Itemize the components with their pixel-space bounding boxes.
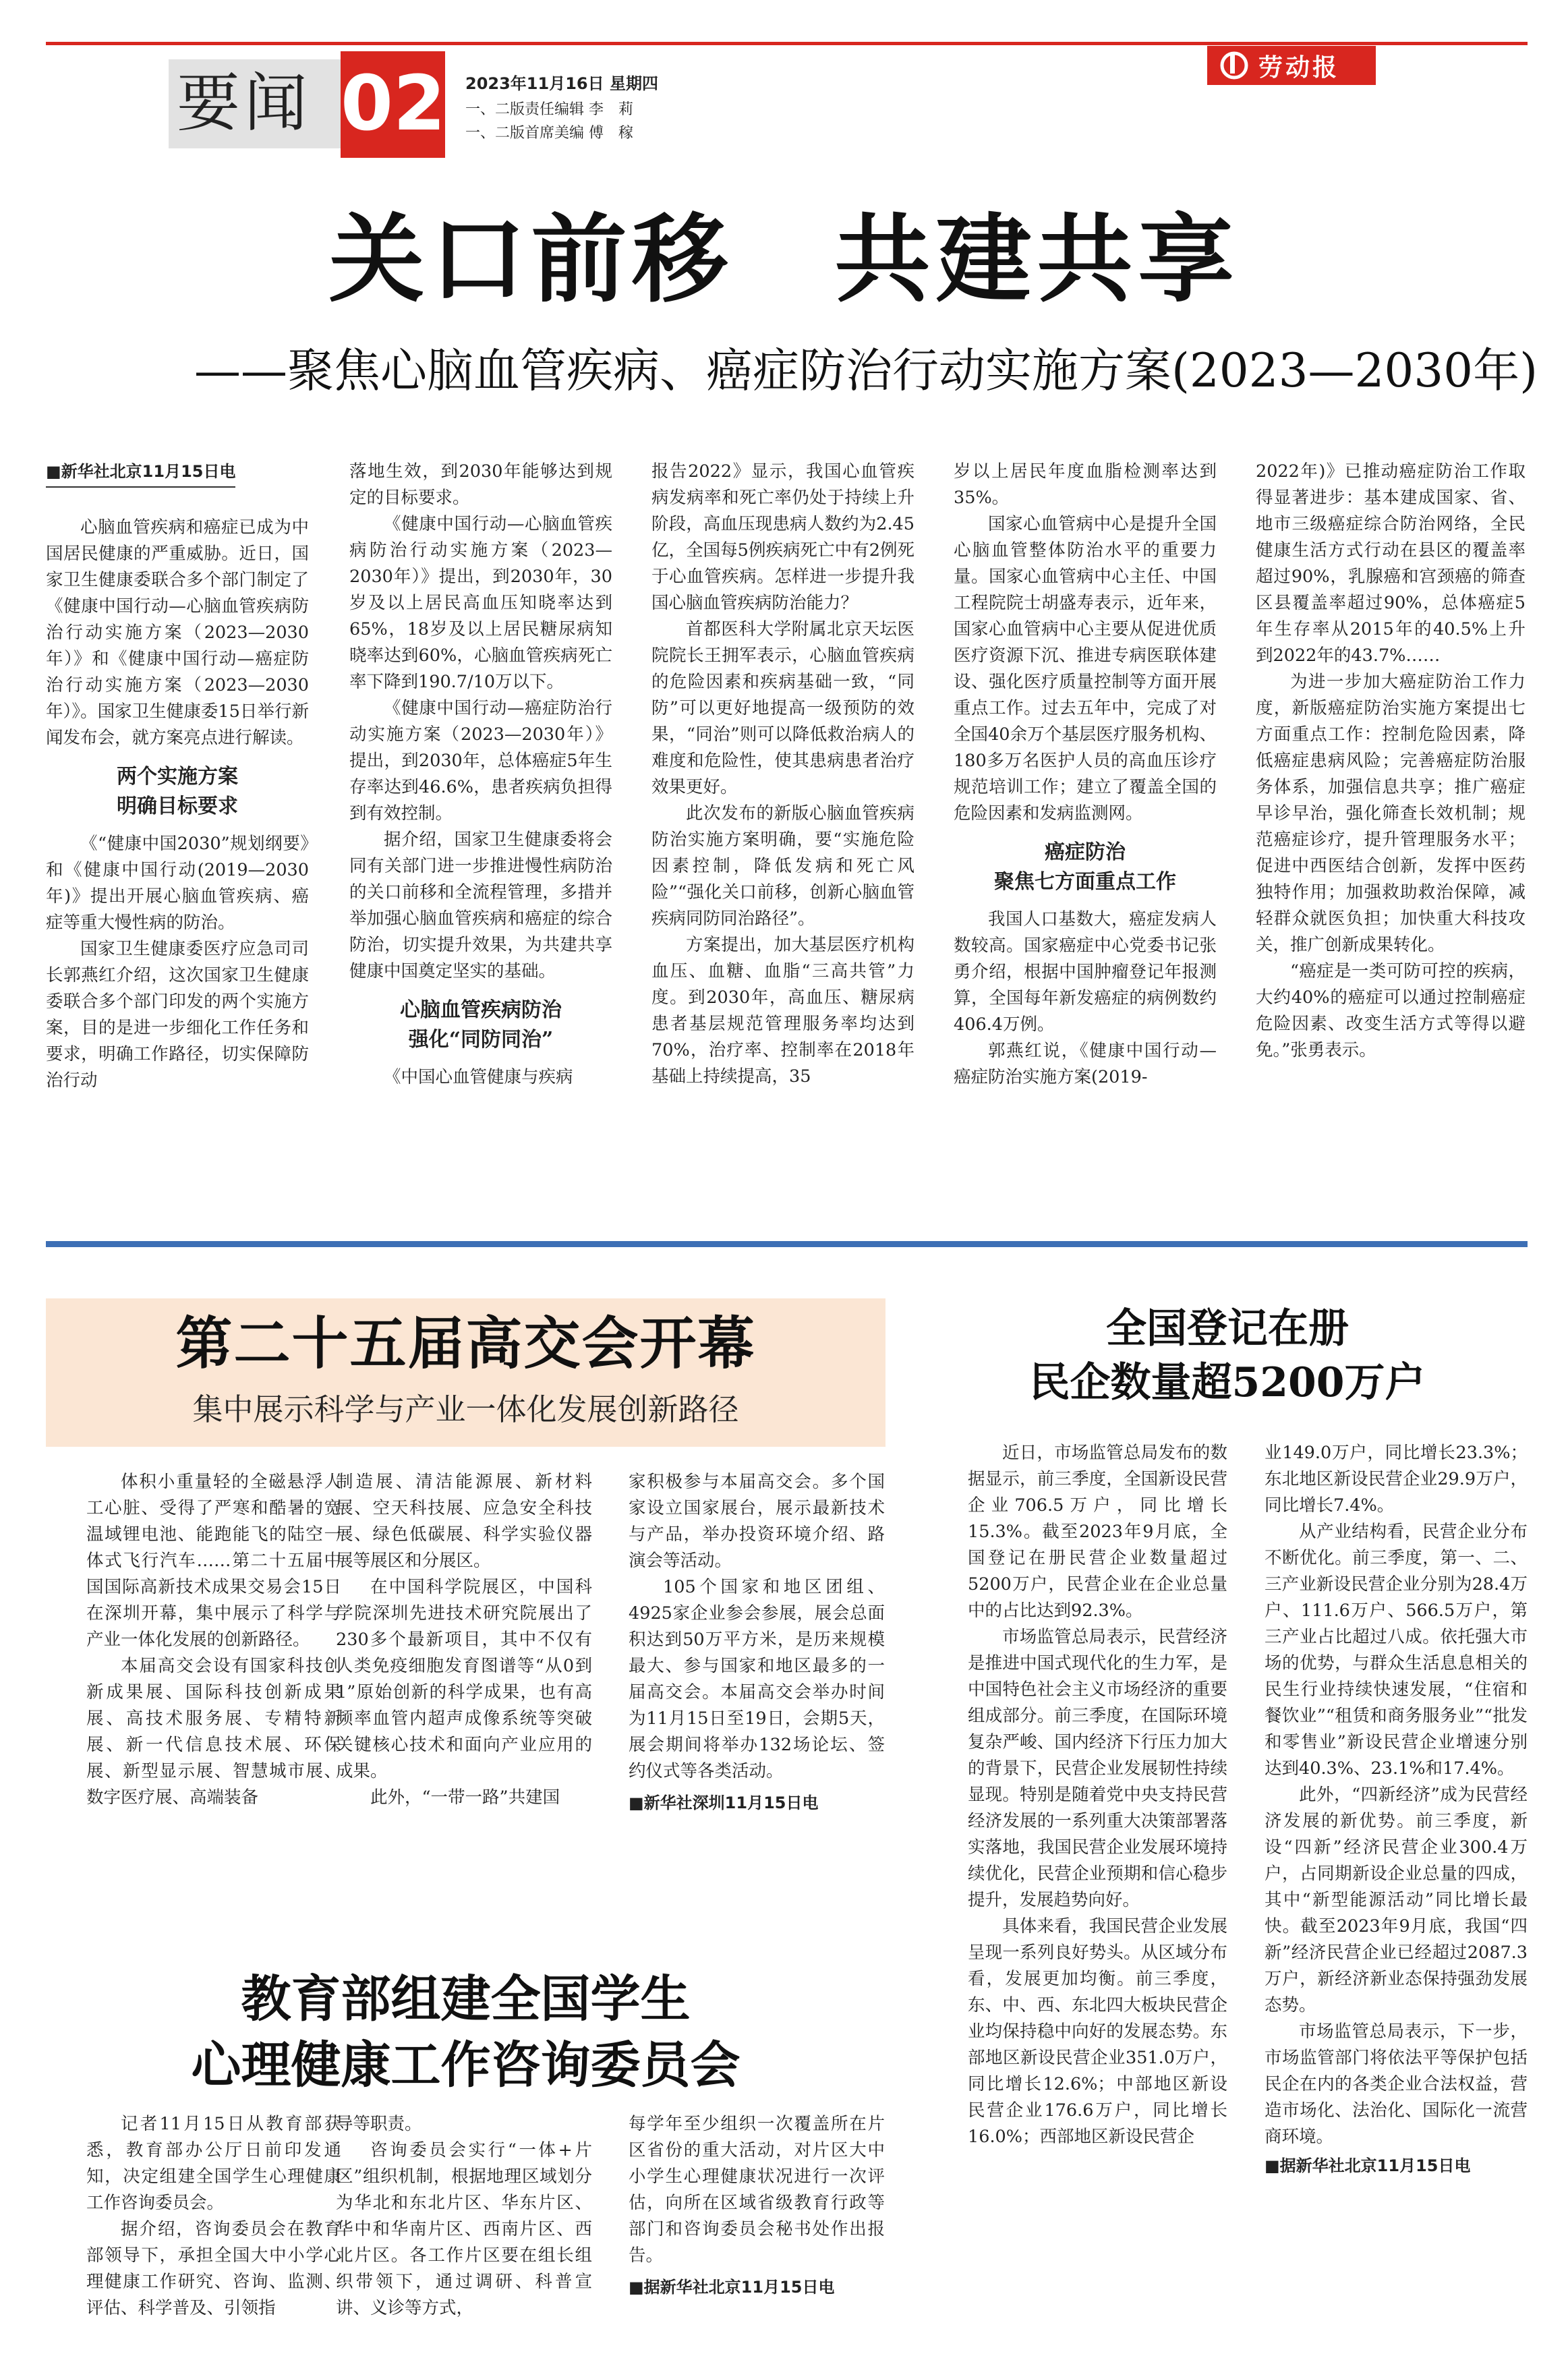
expo-paragraph: 105个国家和地区团组、4925家企业参会参展，展会总面积达到50万平方米，是历来规模最大、参与国家和地区最多的一届高交会。本届高交会举办时间为11月15日至19日，会期5天，展会期间将举办132场论坛、签约仪式等各类活动。: [629, 1577, 885, 1781]
edu-paragraph: 每学年至少组织一次覆盖所在片区省份的重大活动，对片区大中小学生心理健康状况进行一次评估，向所在区域省级教育行政等部门和咨询委员会秘书处作出报告。: [629, 2114, 885, 2266]
lead-subhead-2: 心脑血管疾病防治 强化“同防同治”: [400, 998, 562, 1052]
section-divider: [46, 1241, 1528, 1247]
expo-paragraph: 此外，“一带一路”共建国: [370, 1787, 560, 1808]
firms-column-1: [968, 1440, 1227, 2150]
expo-paragraph: 体积小重量轻的全磁悬浮人工心脏、受得了严寒和酷暑的宽温域锂电池、能跑能飞的陆空一体式飞行汽车……第二十五届中国国际高新技术成果交易会15日在深圳开幕，集中展示了科学与产业一体化发展的创新路径。: [86, 1472, 341, 1650]
edu-paragraph: 导等职责。: [336, 2114, 422, 2134]
firms-paragraph: 近日，市场监管总局发布的数据显示，前三季度，全国新设民营企业706.5万户，同比增长15.3%。截至2023年9月底，全国登记在册民营企业数量超过5200万户，民营企业在企业总量中的占比达到92.3%。: [968, 1443, 1227, 1621]
lead-subheadline: ——聚焦心脑血管疾病、癌症防治行动实施方案(2023—2030年): [194, 344, 1538, 398]
lead-paragraph: 国家心血管病中心是提升全国心脑血管整体防治水平的重要力量。国家心血管病中心主任、中国工程院院士胡盛寿表示，近年来，国家心血管病中心主要从促进优质医疗资源下沉、推进专病医联体建设、强化医疗质量控制等方面开展重点工作。过去五年中，完成了对全国40余万个基层医疗服务机构、180多万名医护人员的高血压诊疗规范培训工作；建立了覆盖全国的危险因素和发病监测网。: [954, 514, 1217, 824]
lead-paragraph: 此次发布的新版心脑血管疾病防治实施方案明确，要“实施危险因素控制，降低发病和死亡风险”“强化关口前移，创新心脑血管疾病同防同治路径”。: [651, 803, 914, 929]
lead-column-4: [954, 459, 1217, 1091]
masthead-name: 劳动报: [1258, 53, 1340, 82]
firms-paragraph: 此外，“四新经济”成为民营经济发展的新优势。前三季度，新设“四新”经济民营企业300.4万户，占同期新设企业总量的四成，其中“新型能源活动”同比增长最快。截至2023年9月底，我国“四新”经济民营企业已经超过2087.3万户，新经济新业态保持强劲发展态势。: [1265, 1785, 1528, 2015]
edu-headline: 教育部组建全国学生 心理健康工作咨询委员会: [191, 1970, 741, 2094]
expo-column-3: [629, 1469, 885, 1816]
edu-paragraph: 据介绍，咨询委员会在教育部领导下，承担全国大中小学心理健康工作研究、咨询、监测、评估、科学普及、引领指: [86, 2219, 341, 2318]
edu-column-2: [336, 2111, 592, 2322]
lead-paragraph: 郭燕红说，《健康中国行动—癌症防治实施方案(2019-: [954, 1041, 1217, 1087]
lead-paragraph: 《健康中国行动—癌症防治行动实施方案（2023—2030年）》提出，到2030年，总体癌症5年生存率达到46.6%，患者疾病负担得到有效控制。: [349, 698, 612, 824]
lead-paragraph: “癌症是一类可防可控的疾病，大约40%的癌症可以通过控制癌症危险因素、改变生活方式等得以避免。”张勇表示。: [1256, 961, 1526, 1060]
firms-paragraph: 市场监管总局表示，下一步，市场监管部门将依法平等保护包括民企在内的各类企业合法权益，营造市场化、法治化、国际化一流营商环境。: [1265, 2021, 1528, 2147]
page-number: 02: [341, 60, 446, 148]
firms-paragraph: 从产业结构看，民营企业分布不断优化。前三季度，第一、二、三产业新设民营企业分别为28.4万户、111.6万户、566.5万户，第三产业占比超过八成。依托强大市场的优势，与群众生活息息相关的民生行业持续快速发展，“住宿和餐饮业”“租赁和商务服务业”“批发和零售业”新设民营企业增速分别达到40.3%、23.1%和17.4%。: [1265, 1522, 1528, 1779]
expo-dateline: ■新华社深圳11月15日电: [629, 1793, 819, 1812]
expo-paragraph: 在中国科学院展区，中国科学院深圳先进技术研究院展出了230多个最新项目，其中不仅有人类免疫细胞发育图谱等“从0到1”原始创新的科学成果，也有高频率血管内超声成像系统等突破关键核心技术和面向产业应用的成果。: [336, 1577, 592, 1781]
edu-dateline: ■据新华社北京11月15日电: [629, 2278, 835, 2297]
expo-paragraph: 家积极参与本届高交会。多个国家设立国家展台，展示最新技术与产品，举办投资环境介绍、路演会等活动。: [629, 1472, 885, 1571]
lead-paragraph: 国家卫生健康委医疗应急司司长郭燕红介绍，这次国家卫生健康委联合多个部门印发的两个实施方案，目的是进一步细化工作任务和要求，明确工作路径，切实保障防治行动: [46, 939, 309, 1091]
lead-column-2: [349, 459, 612, 1091]
expo-headline: 第二十五届高交会开幕: [175, 1310, 756, 1377]
expo-subheadline: 集中展示科学与产业一体化发展创新路径: [192, 1391, 739, 1427]
firms-paragraph: 市场监管总局表示，民营经济是推进中国式现代化的生力军，是中国特色社会主义市场经济的重要组成部分。前三季度，在国际环境复杂严峻、国内经济下行压力加大的背景下，民营企业发展韧性持续显现。特别是随着党中央支持民营经济发展的一系列重大决策部署落实落地，我国民营企业发展环境持续优化，民营企业预期和信心稳步提升，发展趋势向好。: [968, 1627, 1227, 1910]
firms-headline: 全国登记在册 民企数量超5200万户: [1029, 1305, 1426, 1406]
lead-column-3: [651, 459, 914, 1090]
expo-column-1: [86, 1469, 341, 1811]
edu-column-3: [629, 2111, 885, 2301]
section-label: 要闻: [177, 67, 312, 140]
lead-paragraph: 首都医科大学附属北京天坛医院院长王拥军表示，心脑血管疾病的危险因素和疾病基础一致，“同防”可以更好地提高一级预防的效果，“同治”则可以降低救治病人的难度和危险性，使其患病患者治疗效果更好。: [651, 619, 914, 797]
lead-paragraph: 我国人口基数大，癌症发病人数较高。国家癌症中心党委书记张勇介绍，根据中国肿瘤登记年报测算，全国每年新发癌症的病例数约406.4万例。: [954, 909, 1217, 1035]
firms-column-2: [1265, 1440, 1528, 2179]
editor-credit: 一、二版责任编辑 李 莉: [465, 101, 633, 118]
designer-credit: 一、二版首席美编 傅 稼: [465, 125, 633, 142]
firms-paragraph: 业149.0万户，同比增长23.3%；东北地区新设民营企业29.9万户，同比增长7.4%。: [1265, 1443, 1528, 1516]
lead-paragraph: 《“健康中国2030”规划纲要》和《健康中国行动(2019—2030年)》提出开展心脑血管疾病、癌症等重大慢性病的防治。: [46, 834, 309, 933]
expo-paragraph: 本届高交会设有国家科技创新成果展、国际科技创新成果展、高技术服务展、专精特新展、新一代信息技术展、环保展、新型显示展、智慧城市展、数字医疗展、高端装备: [86, 1656, 341, 1808]
lead-paragraph: 岁以上居民年度血脂检测率达到35%。: [954, 461, 1217, 508]
lead-paragraph: 为进一步加大癌症防治工作力度，新版癌症防治实施方案提出七方面重点工作：控制危险因素，降低癌症患病风险；完善癌症防治服务体系，加强信息共享；推广癌症早诊早治，强化筛查长效机制；规范癌症诊疗，提升管理服务水平；促进中西医结合创新，发挥中医药独特作用；加强救助救治保障，减轻群众就医负担；加快重大科技攻关，推广创新成果转化。: [1256, 672, 1526, 955]
expo-paragraph: 制造展、清洁能源展、新材料展、空天科技展、应急安全科技展、绿色低碳展、科学实验仪器展等展区和分展区。: [336, 1472, 592, 1571]
lead-paragraph: 落地生效，到2030年能够达到规定的目标要求。: [349, 461, 612, 508]
lead-subhead-1: 两个实施方案 明确目标要求: [117, 765, 238, 818]
expo-column-2: [336, 1469, 592, 1811]
masthead-logo: [1207, 46, 1376, 85]
lead-headline: 关口前移 共建共享: [328, 204, 1240, 316]
lead-column-5: [1256, 459, 1526, 1064]
lead-paragraph: 2022年)》已推动癌症防治工作取得显著进步：基本建成国家、省、地市三级癌症综合防治网络，全民健康生活方式行动在县区的覆盖率超过90%，乳腺癌和宫颈癌的筛查区县覆盖率超过90%，总体癌症5年生存率从2015年的40.5%上升到2022年的43.7%……: [1256, 461, 1526, 666]
header-top-rule: [46, 42, 1528, 45]
edu-column-1: [86, 2111, 341, 2322]
lead-paragraph: 据介绍，国家卫生健康委将会同有关部门进一步推进慢性病防治的关口前移和全流程管理，多措并举加强心脑血管疾病和癌症的综合防治，切实提升效果，为共建共享健康中国奠定坚实的基础。: [349, 830, 612, 981]
issue-date: 2023年11月16日 星期四: [465, 74, 658, 93]
firms-dateline: ■据新华社北京11月15日电: [1265, 2156, 1471, 2175]
lead-paragraph: 报告2022》显示，我国心血管疾病发病率和死亡率仍处于持续上升阶段，高血压现患病人数约为2.45亿，全国每5例疾病死亡中有2例死于心血管疾病。怎样进一步提升我国心脑血管疾病防治能力？: [651, 461, 914, 613]
lead-paragraph: 方案提出，加大基层医疗机构血压、血糖、血脂“三高共管”力度。到2030年，高血压、糖尿病患者基层规范管理服务率均达到70%，治疗率、控制率在2018年基础上持续提高，35: [651, 935, 914, 1087]
firms-paragraph: 具体来看，我国民营企业发展呈现一系列良好势头。从区域分布看，发展更加均衡。前三季度，东、中、西、东北四大板块民营企业均保持稳中向好的发展态势。东部地区新设民营企业351.0万户，同比增长12.6%；中部地区新设民营企业176.6万户，同比增长16.0%；西部地区新设民营企: [968, 1916, 1227, 2147]
edu-paragraph: 咨询委员会实行“一体+片区”组织机制，根据地理区域划分为华北和东北片区、华东片区、华中和华南片区、西南片区、西北片区。各工作片区要在组长组织带领下，通过调研、科普宣讲、义诊等方式，: [336, 2140, 592, 2318]
edu-paragraph: 记者11月15日从教育部获悉，教育部办公厅日前印发通知，决定组建全国学生心理健康工作咨询委员会。: [86, 2114, 341, 2213]
lead-paragraph: 心脑血管疾病和癌症已成为中国居民健康的严重威胁。近日，国家卫生健康委联合多个部门制定了《健康中国行动—心脑血管疾病防治行动实施方案（2023—2030年）》和《健康中国行动—癌症防治行动实施方案（2023—2030年）》。国家卫生健康委15日举行新闻发布会，就方案亮点进行解读。: [46, 517, 309, 748]
lead-column-1: [46, 459, 309, 1094]
lead-byline: ■新华社北京11月15日电: [46, 459, 235, 488]
lead-paragraph: 《中国心血管健康与疾病: [384, 1067, 573, 1087]
lead-subhead-3: 癌症防治 聚焦七方面重点工作: [994, 840, 1176, 894]
lead-paragraph: 《健康中国行动—心脑血管疾病防治行动实施方案（2023—2030年）》提出，到2030年，30岁及以上居民高血压知晓率达到65%，18岁及以上居民糖尿病知晓率达到60%，心脑血管疾病死亡率下降到190.7/10万以下。: [349, 514, 612, 692]
newspaper-logo-icon: [1219, 51, 1249, 80]
